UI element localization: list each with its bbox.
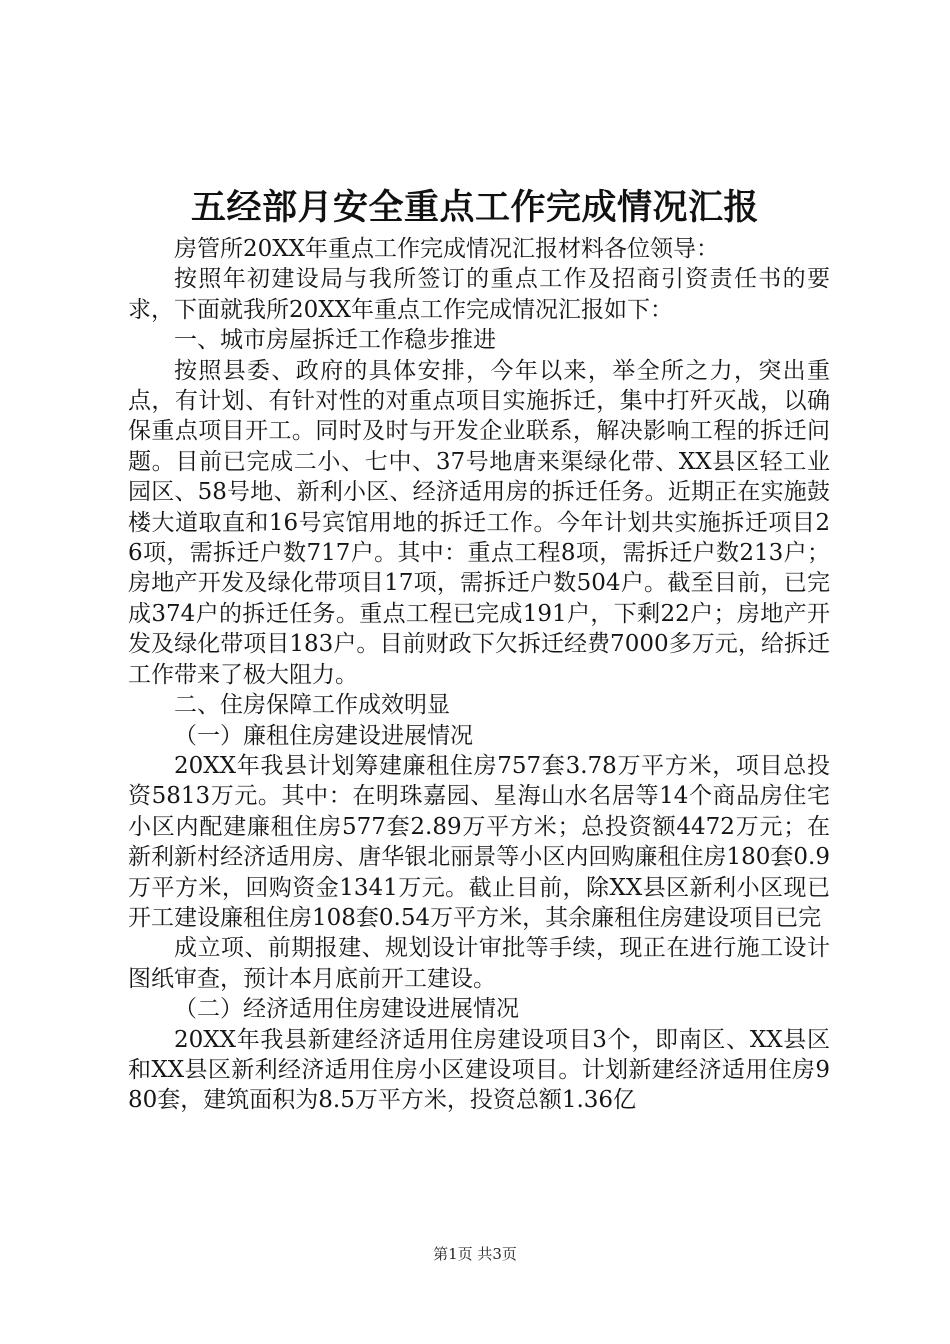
paragraph-low-rent-continued: 成立项、前期报建、规划设计审批等手续，现正在进行施工设计图纸审查，预计本月底前开工建设。 [128, 935, 830, 992]
paragraph-demolition: 按照县委、政府的具体安排，今年以来，举全所之力，突出重点，有计划、有针对性的对重点项目实施拆迁，集中打歼灭战，以确保重点项目开工。同时及时与开发企业联系，解决影响工程的拆迁问题。目前已完成二小、七中、37号地唐来渠绿化带、XX县区轻工业园区、58号地、新利小区、经济适用房的拆迁任务。近期正在实施鼓楼大道取直和16号宾馆用地的拆迁工作。今年计划共实施拆迁项目26项，需拆迁户数717户。其中：重点工程8项，需拆迁户数213户；房地产开发及绿化带项目17项，需拆迁户数504户。截至目前，已完成374户的拆迁任务。重点工程已完成191户，下剩22户；房地产开发及绿化带项目183户。目前财政下欠拆迁经费7000多万元，给拆迁工作带来了极大阻力。 [128, 357, 830, 688]
paragraph-affordable: 20XX年我县新建经济适用住房建设项目3个，即南区、XX县区和XX县区新利经济适用住房小区建设项目。计划新建经济适用住房980套，建筑面积为8.5万平方米，投资总额1.36亿 [128, 1026, 830, 1114]
subsection-heading-low-rent: （一）廉租住房建设进展情况 [174, 722, 473, 749]
document-body [128, 234, 830, 1116]
document-title: 五经部月安全重点工作完成情况汇报 [190, 187, 759, 228]
subsection-heading-affordable: （二）经济适用住房建设进展情况 [174, 996, 519, 1023]
paragraph-salutation: 房管所20XX年重点工作完成情况汇报材料各位领导： [174, 236, 720, 262]
page-footer: 第1页 共3页 [433, 1245, 517, 1263]
paragraph-intro: 按照年初建设局与我所签订的重点工作及招商引资责任书的要求，下面就我所20XX年重点工作完成情况汇报如下： [128, 266, 830, 323]
section-heading-housing-security: 二、住房保障工作成效明显 [174, 692, 450, 719]
section-heading-demolition: 一、城市房屋拆迁工作稳步推进 [174, 327, 496, 354]
paragraph-low-rent: 20XX年我县计划筹建廉租住房757套3.78万平方米，项目总投资5813万元。其中：在明珠嘉园、星海山水名居等14个商品房住宅小区内配建廉租住房577套2.89万平方米；总投资额4472万元；在新利新村经济适用房、唐华银北丽景等小区内回购廉租住房180套0.9万平方米，回购资金1341万元。截止目前，除XX县区新利小区现已开工建设廉租住房108套0.54万平方米，其余廉租住房建设项目已完 [128, 752, 831, 931]
